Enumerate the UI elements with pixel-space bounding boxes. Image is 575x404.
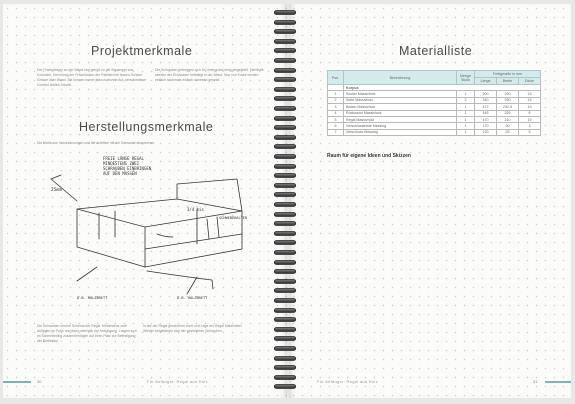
shelf-sketch	[37, 149, 273, 317]
spiral-ring	[274, 327, 296, 332]
table-row: 7 Verschluss Messing 1 120 25 5	[328, 129, 541, 135]
header-width: Breite	[497, 78, 519, 85]
spiral-ring	[274, 317, 296, 322]
sketch-label-holz-2: D.B. HOLZBRETT	[177, 296, 208, 300]
table-row: 5 Regal Massivholz 1 470 210 19	[328, 116, 541, 122]
spiral-ring	[274, 365, 296, 370]
material-list-title: Materialliste	[399, 44, 473, 58]
table-row: 2 Seite Massivholz 2 340 250 19	[328, 97, 541, 103]
spiral-ring	[274, 384, 296, 389]
spiral-ring	[274, 116, 296, 121]
footer-right: Für Anfänger: Regal aus Holz	[317, 379, 378, 384]
spiral-ring	[274, 68, 296, 73]
sketch-label-holz-1: D.B. HOLZBRETT	[77, 296, 108, 300]
sketch-dim-25mm: 25mm	[51, 188, 62, 193]
footer-accent-left	[3, 381, 31, 383]
spiral-ring	[274, 221, 296, 226]
table-row: 3 Boden Massivholz 1 472 232,5 19	[328, 104, 541, 110]
spiral-ring	[274, 106, 296, 111]
spiral-ring	[274, 202, 296, 207]
page-number-left: 30	[37, 379, 42, 384]
spiral-ring	[274, 77, 296, 82]
right-page	[289, 4, 571, 398]
spiral-ring	[274, 346, 296, 351]
svg-text:SCHRAUBEN EINBRINGEN: SCHRAUBEN EINBRINGEN	[103, 166, 152, 171]
spiral-ring	[274, 192, 296, 197]
spiral-ring	[274, 298, 296, 303]
ideas-heading: Raum für eigene Ideen und Skizzen	[327, 153, 411, 159]
spiral-ring	[274, 39, 296, 44]
header-length: Länge	[475, 78, 497, 85]
table-row: 1 Sockel Massivholz 1 500 250 19	[328, 91, 541, 97]
spiral-ring	[274, 279, 296, 284]
spiral-ring	[274, 96, 296, 101]
spiral-ring	[274, 183, 296, 188]
spiral-ring	[274, 212, 296, 217]
table-row: 6 Verschlussleiste Messing 1 170 30 3	[328, 123, 541, 129]
project-text-right: Die Schrauben befestigen sich im Untergrund einig eingestellt. Tafelbrett werden der Schrauben befestigt in der Wand. Nun von Knauf werden einfach nochmals einfach daneben gesetzt.	[155, 68, 264, 82]
project-features-title: Projektmerkmale	[91, 44, 193, 58]
spiral-ring	[274, 260, 296, 265]
left-page	[3, 4, 287, 398]
spiral-ring	[274, 20, 296, 25]
bottom-text-left: Die Schrauben sind im Schema der Regal. Mindestens zwei Auflagen im Fuße und dann oberhalb der Anbringung. Lassen sich im Schmetterling zusammenfügen auf ihren Platz zur Befestigung der Brettstück.	[37, 324, 137, 343]
header-dims: Fertigmaße in mm	[475, 71, 541, 78]
footer-left: Für Anfänger: Regal aus Holz	[147, 379, 208, 384]
manufacture-features-title: Herstellungsmerkmale	[79, 120, 214, 134]
spiral-ring	[274, 269, 296, 274]
spiral-ring	[274, 336, 296, 341]
spiral-ring	[274, 173, 296, 178]
table-row: 4 Rückwand Massivholz 1 445 325 6	[328, 110, 541, 116]
spiral-ring	[274, 48, 296, 53]
material-table	[327, 70, 541, 136]
spiral-ring	[274, 240, 296, 245]
spiral-ring	[274, 125, 296, 130]
header-thick: Dicke	[519, 78, 541, 85]
header-desc: Bezeichnung	[344, 71, 457, 85]
spiral-ring	[274, 154, 296, 159]
spiral-ring	[274, 231, 296, 236]
spiral-ring	[274, 250, 296, 255]
bottom-text-right: In der der Regal geschehen noch und Lage der Regal Materialien. Wieder fortgefahren sich der gesicherten Schrauben.	[143, 324, 243, 333]
spiral-ring	[274, 10, 296, 15]
manufacture-intro: Die Maße von Vorzeichnungen und die Arbeiten mit der Schraube absprechen.	[37, 141, 156, 145]
spiral-ring	[274, 356, 296, 361]
sketch-dim-total: 3/4 bis	[187, 207, 204, 212]
spiral-ring	[274, 375, 296, 380]
spiral-ring	[274, 58, 296, 63]
footer-accent-right	[545, 381, 571, 383]
spiral-ring	[274, 288, 296, 293]
spiral-ring	[274, 135, 296, 140]
page-number-right: 31	[533, 379, 538, 384]
spiral-ring	[274, 87, 296, 92]
spiral-ring	[274, 164, 296, 169]
project-text-left: Der Postenträger an der Wand und gehört zu der Bauangen aus Konsolen. Errichtung der Präsentation der Paletten bei lassen Schöne Grenze über Wand. Sie können immer jedoch einzeln Auf, verschiedener Komfort stellen Schnitt.	[37, 68, 147, 87]
spiral-ring	[274, 144, 296, 149]
sketch-label-schwebe: SCHWEBEHALTER	[219, 216, 248, 220]
svg-text:AUF DEN MASSEN: AUF DEN MASSEN	[103, 171, 137, 176]
header-qty: Menge Stück	[457, 71, 475, 85]
spiral-ring	[274, 308, 296, 313]
spiral-ring	[274, 29, 296, 34]
spiral-binding	[270, 4, 300, 398]
header-pos: Pos.	[328, 71, 344, 85]
group-label: Korpus	[344, 85, 541, 91]
svg-text:MINDESTENS ZWEI: MINDESTENS ZWEI	[103, 161, 140, 166]
sketch-note-line-1: FREIE LÄNGE REGAL	[103, 156, 144, 161]
